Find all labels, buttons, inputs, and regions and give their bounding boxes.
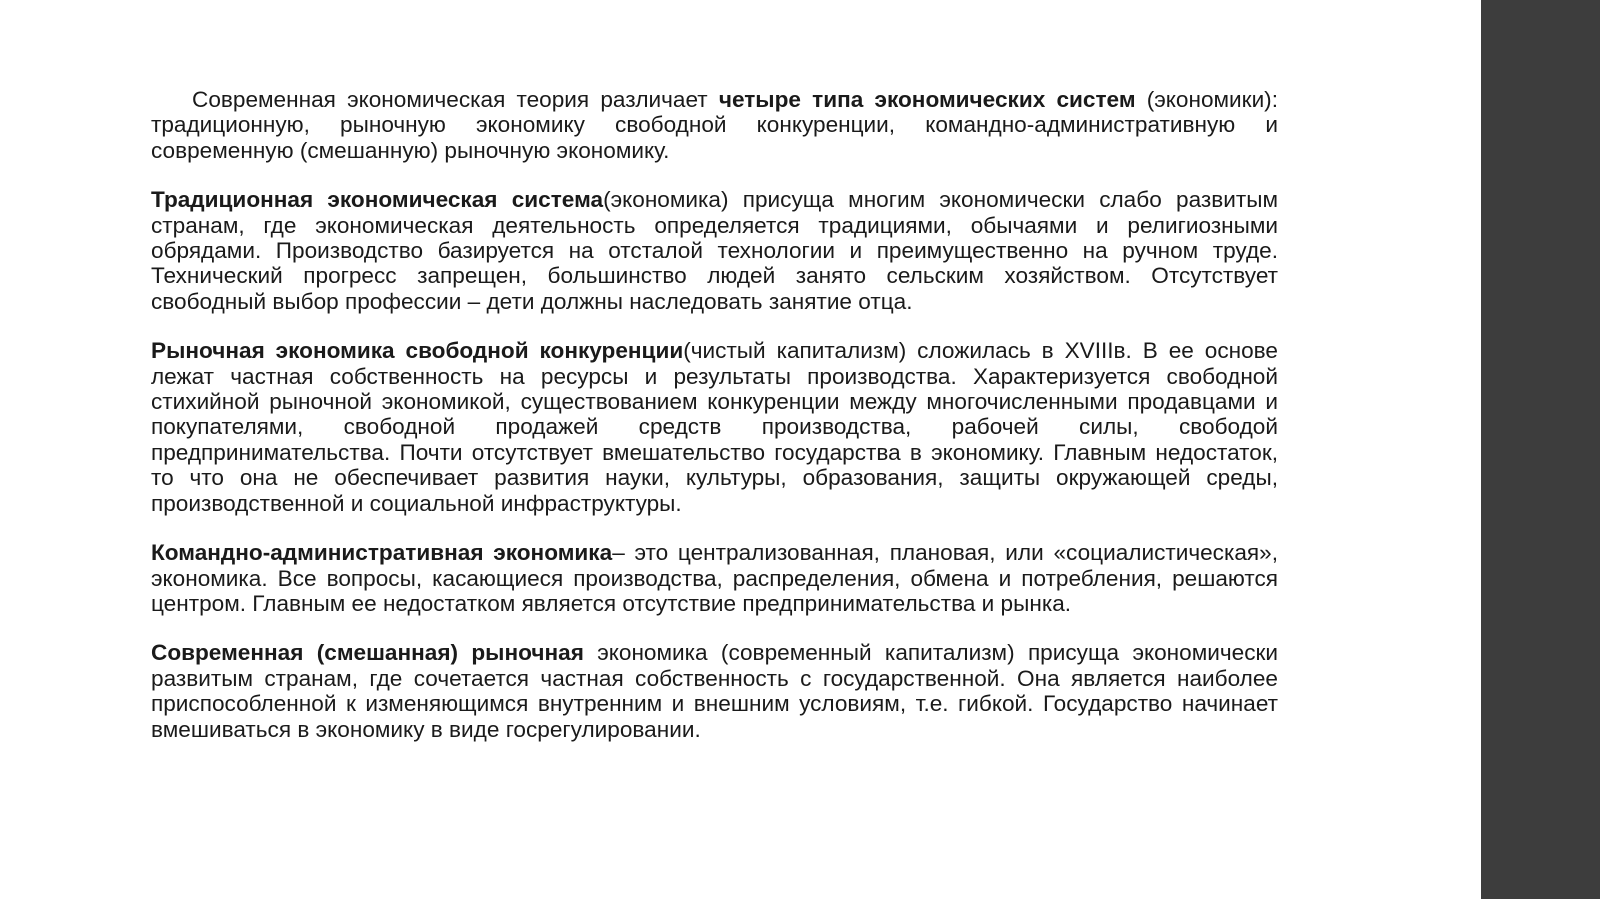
paragraph-command-heading: Командно-административная экономика — [151, 540, 613, 566]
paragraph-free-market — [151, 338, 1278, 516]
paragraph-intro-text-start: Современная экономическая теория различает — [192, 87, 719, 112]
paragraph-intro — [151, 87, 1278, 163]
side-bar-decoration — [1481, 0, 1600, 899]
paragraph-mixed — [151, 640, 1278, 742]
paragraph-command-text: – это централизованная, плановая, или «социалистическая», экономика. Все вопросы, касающиеся производства, распределения, обмена и потребления, решаются центром. Главным ее недостатком является отсутствие предпринимательства и рынка. — [151, 540, 1278, 616]
paragraph-mixed-heading: Современная (смешанная) рыночная — [151, 640, 584, 666]
paragraph-free-market-heading: Рыночная экономика свободной конкуренции — [151, 338, 684, 364]
paragraph-intro-bold: четыре типа экономических систем — [718, 87, 1136, 112]
paragraph-traditional-text: (экономика) присуща многим экономически слабо развитым странам, где экономическая деятельность определяется традициями, обычаями и религиозными обрядами. Производство базируется на отсталой технологии и преимущественно на ручном труде. Технический прогресс запрещен, большинство людей занято сельским хозяйством. Отсутствует свободный выбор профессии – дети должны наследовать занятие отца. — [151, 187, 1278, 314]
paragraph-traditional — [151, 187, 1278, 314]
paragraph-command — [151, 540, 1278, 616]
paragraph-free-market-text: (чистый капитализм) сложилась в XVIIIв. В ее основе лежат частная собственность на ресурсы и результаты производства. Характеризуется свободной стихийной рыночной экономикой, существованием конкуренции между многочисленными продавцами и покупателями, свободной продажей средств производства, рабочей силы, свободой предпринимательства. Почти отсутствует вмешательство государства в экономику. Главным недостаток, то что она не обеспечивает развития науки, культуры, образования, защиты окружающей среды, производственной и социальной инфраструктуры. — [151, 338, 1278, 516]
paragraph-mixed-text: экономика (современный капитализм) присуща экономически развитым странам, где сочетается частная собственность с государственной. Она является наиболее приспособленной к изменяющимся внутренним и внешним условиям, т.е. гибкой. Государство начинает вмешиваться в экономику в виде госрегулировании. — [151, 640, 1279, 742]
paragraph-traditional-heading: Традиционная экономическая система — [151, 187, 604, 213]
slide-text-body — [151, 87, 1278, 766]
paragraph-intro-text-end: (экономики): традиционную, рыночную экономику свободной конкуренции, командно-административную и современную (смешанную) рыночную экономику. — [151, 87, 1278, 163]
